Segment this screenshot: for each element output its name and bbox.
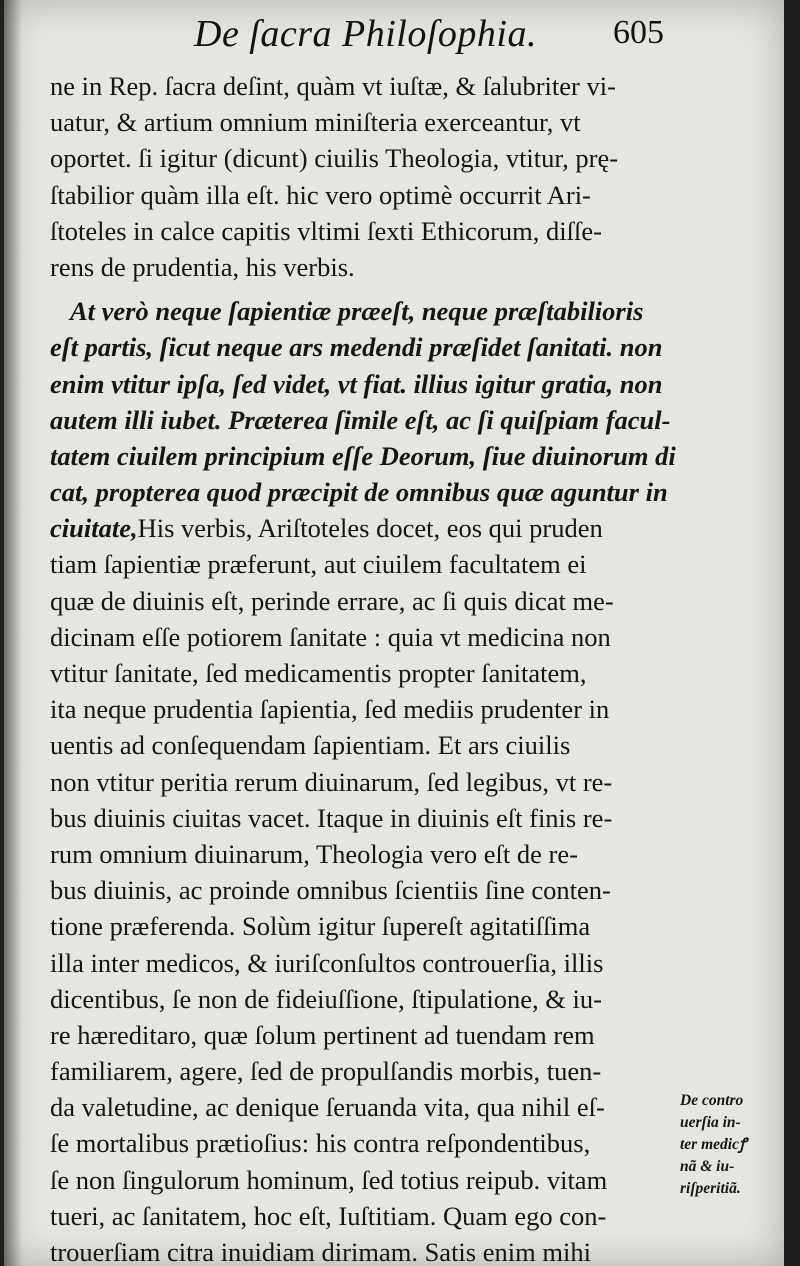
text-line: oportet. ſi igitur (dicunt) ciuilis Theologia, vtitur, prę- [50,143,619,174]
text-line: ne in Rep. ſacra deſint, quàm vt iuſtæ, & ſalubriter vi- [50,71,616,101]
quote-end: ciuitate, [50,513,138,544]
text-segment: His verbis, Ariſtoteles docet, eos qui pruden [137,513,603,544]
page-number: 605 [613,14,664,51]
text-line: tione præferenda. Solùm igitur ſupereſt agitatiſſima [50,911,591,942]
text-line: ita neque prudentia ſapientia, ſed mediis prudenter in [50,694,610,725]
text-line: tueri, ac ſanitatem, hoc eſt, Iuſtitiam. Quam ego con- [50,1200,607,1231]
text-line: ſtabilior quàm illa eſt. hic vero optimè occurrit Ari- [50,179,591,210]
quote-line: At verò neque ſapientiæ præeſt, neque præſtabilioris [70,296,644,327]
margin-note-line: riſperitiã. [680,1180,741,1197]
text-line: vtitur ſanitate, ſed medicamentis propter ſanitatem, [50,658,587,688]
text-line: rens de prudentia, his verbis. [50,251,355,282]
text-line: dicentibus, ſe non de fideiuſſione, ſtipulatione, & iu- [50,983,602,1014]
text-line: dicinam eſſe potiorem ſanitate : quia vt medicina non [50,621,611,652]
text-line: tiam ſapientiæ præferunt, aut ciuilem facultatem ei [50,549,587,580]
page-header [194,12,664,62]
margin-note-line: De contro [680,1092,744,1109]
margin-note-line: nã & iu- [680,1158,735,1175]
quote-line: tatem ciuilem principium eſſe Deorum, ſiue diuinorum di [50,440,676,471]
text-line: ſtoteles in calce capitis vltimi ſexti Ethicorum, diſſe- [50,215,602,246]
quote-line: eſt partis, ſicut neque ars medendi præſidet ſanitati. non [50,332,663,363]
text-line: ſe mortalibus prætioſius: his contra reſpondentibus, [50,1128,591,1159]
quote-line: enim vtitur ipſa, ſed videt, vt fiat. illius igitur gratia, non [50,368,663,399]
text-line: quæ de diuinis eſt, perinde errare, ac ſi quis dicat me- [50,585,614,616]
mixed-line [50,510,686,546]
text-line: ſe non ſingulorum hominum, ſed totius reipub. vitam [50,1164,608,1195]
text-line: re hæreditaro, quæ ſolum pertinent ad tuendam rem [50,1019,595,1050]
book-page [4,0,784,1266]
text-line: illa inter medicos, & iuriſconſultos controuerſia, illis [50,947,604,978]
text-line: rum omnium diuinarum, Theologia vero eſt de re- [50,838,578,869]
text-line: non vtitur peritia rerum diuinarum, ſed legibus, vt re- [50,766,613,797]
margin-note-line: ter medicꝭ [680,1136,747,1153]
text-line: uatur, & artium omnium miniſteria exerceantur, vt [50,107,581,138]
running-title: De ſacra Philoſophia. [194,13,537,55]
margin-note [680,1090,784,1200]
body-text [50,68,686,1266]
text-line: da valetudine, ac denique ſeruanda vita, qua nihil eſ- [50,1092,605,1123]
text-line: uentis ad conſequendam ſapientiam. Et ars ciuilis [50,730,571,761]
text-line: bus diuinis, ac proinde omnibus ſcientiis ſine conten- [50,875,611,906]
text-line: familiarem, agere, ſed de propulſandis morbis, tuen- [50,1056,602,1087]
quote-line: cat, propterea quod præcipit de omnibus quæ aguntur in [50,477,668,508]
margin-note-line: uerſia in- [680,1114,741,1131]
text-line: trouerſiam citra inuidiam dirimam. Satis enim mihi [50,1237,591,1266]
quote-line: autem illi iubet. Præterea ſimile eſt, ac ſi quiſpiam facul- [50,404,671,435]
text-line: bus diuinis ciuitas vacet. Itaque in diuinis eſt finis re- [50,802,613,833]
